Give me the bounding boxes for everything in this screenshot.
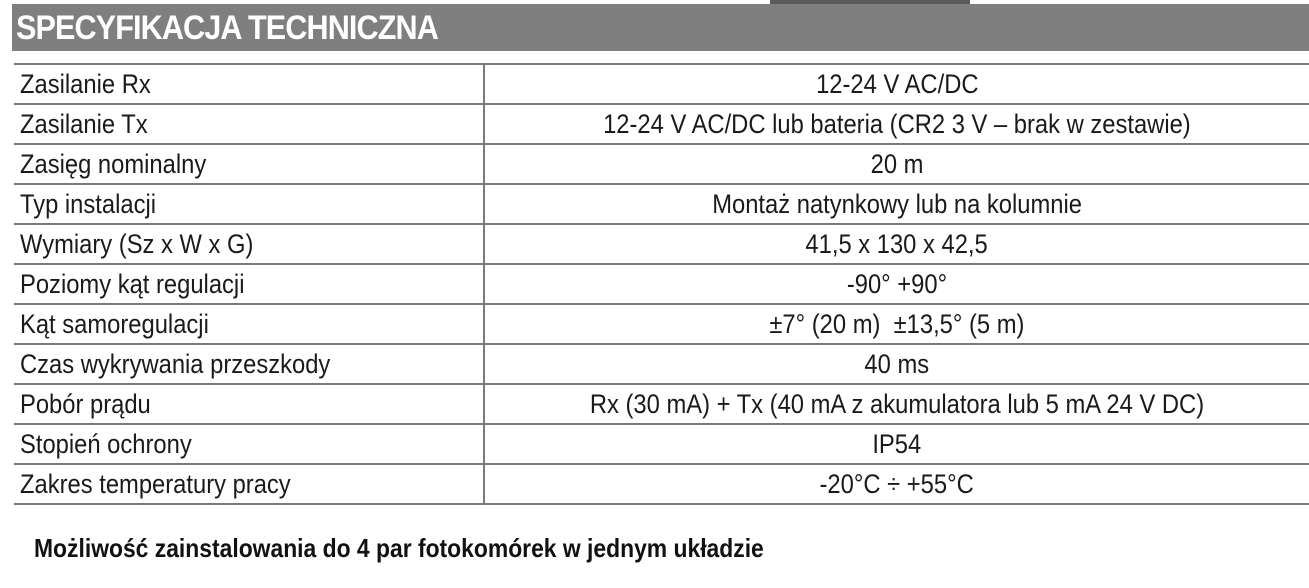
spec-value xyxy=(484,304,1309,344)
spec-value-text: 40 ms xyxy=(864,349,930,379)
spec-label-text: Wymiary (Sz x W x G) xyxy=(20,229,254,259)
table-row xyxy=(14,424,1309,464)
spec-label-text: Zasilanie Tx xyxy=(20,109,148,139)
spec-label xyxy=(14,264,484,304)
spec-label-text: Stopień ochrony xyxy=(20,429,192,459)
spec-label-text: Zasięg nominalny xyxy=(20,149,207,179)
spec-value-text: 12-24 V AC/DC lub bateria (CR2 3 V – brak w zestawie) xyxy=(603,109,1191,139)
table-row xyxy=(14,104,1309,144)
spec-value xyxy=(484,64,1309,104)
table-row xyxy=(14,224,1309,264)
footnote: Możliwość zainstalowania do 4 par fotokomórek w jednym układzie xyxy=(34,533,764,563)
spec-label xyxy=(14,424,484,464)
spec-label-text: Pobór prądu xyxy=(20,389,151,419)
spec-label xyxy=(14,104,484,144)
spec-value-text: Rx (30 mA) + Tx (40 mA z akumulatora lub 5 mA 24 V DC) xyxy=(589,389,1205,419)
spec-value-text: -20°C ÷ +55°C xyxy=(819,469,975,499)
spec-value-text: ±7° (20 m) ±13,5° (5 m) xyxy=(769,309,1025,339)
spec-label-text: Kąt samoregulacji xyxy=(20,309,209,339)
table-row xyxy=(14,464,1309,504)
spec-label-text: Poziomy kąt regulacji xyxy=(20,269,245,299)
spec-label-text: Czas wykrywania przeszkody xyxy=(20,349,331,379)
spec-value xyxy=(484,224,1309,264)
table-row xyxy=(14,264,1309,304)
spec-label xyxy=(14,464,484,504)
table-row xyxy=(14,344,1309,384)
spec-label-text: Zakres temperatury pracy xyxy=(20,469,291,499)
spec-value-text: -90° +90° xyxy=(846,269,948,299)
spec-table xyxy=(14,63,1309,505)
table-row xyxy=(14,184,1309,224)
spec-value xyxy=(484,264,1309,304)
spec-label xyxy=(14,184,484,224)
spec-value-text: Montaż natynkowy lub na kolumnie xyxy=(712,189,1082,219)
spec-value xyxy=(484,384,1309,424)
spec-value xyxy=(484,104,1309,144)
spec-value-text: 12-24 V AC/DC xyxy=(815,69,979,99)
table-row xyxy=(14,384,1309,424)
spec-value-text: 20 m xyxy=(870,149,924,179)
spec-value xyxy=(484,184,1309,224)
spec-label xyxy=(14,64,484,104)
table-row xyxy=(14,304,1309,344)
spec-value xyxy=(484,424,1309,464)
spec-value xyxy=(484,464,1309,504)
spec-label xyxy=(14,304,484,344)
spec-label xyxy=(14,344,484,384)
table-row xyxy=(14,64,1309,104)
spec-value xyxy=(484,144,1309,184)
spec-label xyxy=(14,384,484,424)
spec-value xyxy=(484,344,1309,384)
section-header xyxy=(12,4,1309,51)
spec-label-text: Zasilanie Rx xyxy=(20,69,151,99)
spec-value-text: 41,5 x 130 x 42,5 xyxy=(805,229,989,259)
section-title: SPECYFIKACJA TECHNICZNA xyxy=(16,9,438,47)
spec-label xyxy=(14,144,484,184)
spec-label xyxy=(14,224,484,264)
table-row xyxy=(14,144,1309,184)
spec-value-text: IP54 xyxy=(872,429,922,459)
spec-label-text: Typ instalacji xyxy=(20,189,157,219)
